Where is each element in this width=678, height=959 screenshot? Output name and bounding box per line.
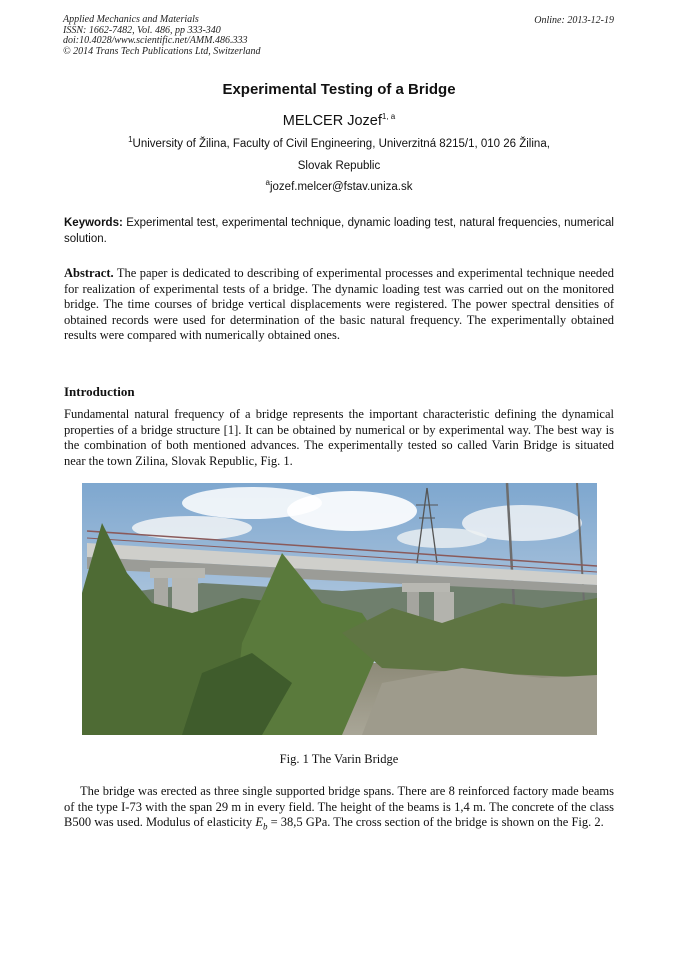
author-email: jozef.melcer@fstav.uniza.sk	[269, 181, 413, 193]
abstract-label: Abstract.	[64, 266, 114, 280]
paper-title: Experimental Testing of a Bridge	[222, 81, 456, 98]
affiliation-superscript: 1	[128, 135, 133, 145]
abstract-text: The paper is dedicated to describing of experimental processes and experimental technique needed for realization of experimental tests of a bridge. The dynamic loading test was carried out on the monitored bridge. The time courses of bridge vertical displacements were registered. The power spectral densities of obtained records were used for determination of the basic natural frequency. The experimentally obtained results were compared with numerically obtained ones.	[64, 266, 614, 343]
email-line	[0, 178, 678, 193]
copyright-line: © 2014 Trans Tech Publications Ltd, Switzerland	[63, 45, 261, 57]
body-text-a: The bridge was erected as three single supported bridge spans. There are 8 reinforced factory made beams of the type I-73 with the span 29 m in every field. The height of the beams is 1,4 m. The concrete of the class B500 was used. Modulus of elasticity	[64, 784, 614, 830]
keywords-label: Keywords:	[64, 217, 123, 229]
email-superscript: a	[265, 178, 270, 188]
author-line	[0, 113, 678, 129]
bridge-photo	[82, 483, 597, 735]
online-date: Online: 2013-12-19	[534, 15, 614, 26]
body-paragraph	[64, 784, 614, 835]
figure-caption: Fig. 1 The Varin Bridge	[279, 752, 399, 766]
modulus-symbol: E	[255, 815, 263, 830]
affiliation-text: University of Žilina, Faculty of Civil Engineering, Univerzitná 8215/1, 010 26 Žilina,	[132, 138, 550, 150]
keywords-text: Experimental test, experimental technique, dynamic loading test, natural frequencies, numerical solution.	[64, 217, 614, 245]
bridge-photo-image	[82, 483, 597, 735]
introduction-heading: Introduction	[64, 384, 135, 399]
journal-name: Applied Mechanics and Materials	[63, 14, 199, 25]
modulus-subscript: b	[262, 821, 268, 832]
body-text-b: = 38,5 GPa. The cross section of the bridge is shown on the Fig. 2.	[267, 815, 604, 830]
publication-header	[63, 15, 261, 57]
affiliation-line-1	[0, 135, 678, 150]
affiliation-line-2: Slovak Republic	[297, 160, 381, 172]
author-superscript: 1, a	[381, 112, 396, 122]
abstract	[64, 266, 614, 344]
issn-line: ISSN: 1662-7482, Vol. 486, pp 333-340	[63, 24, 221, 36]
doi-line: doi:10.4028/www.scientific.net/AMM.486.333	[63, 35, 248, 47]
keywords	[64, 216, 614, 247]
introduction-text: Fundamental natural frequency of a bridge represents the important characteristic defining the dynamical properties of a bridge structure [1]. It can be obtained by numerical or by experimental way. The best way is the combination of both mentioned advances. The experimentally tested so called Varin Bridge is situated near the town Zilina, Slovak Republic, Fig. 1.	[64, 407, 614, 468]
author-name: MELCER Jozef	[282, 113, 382, 129]
